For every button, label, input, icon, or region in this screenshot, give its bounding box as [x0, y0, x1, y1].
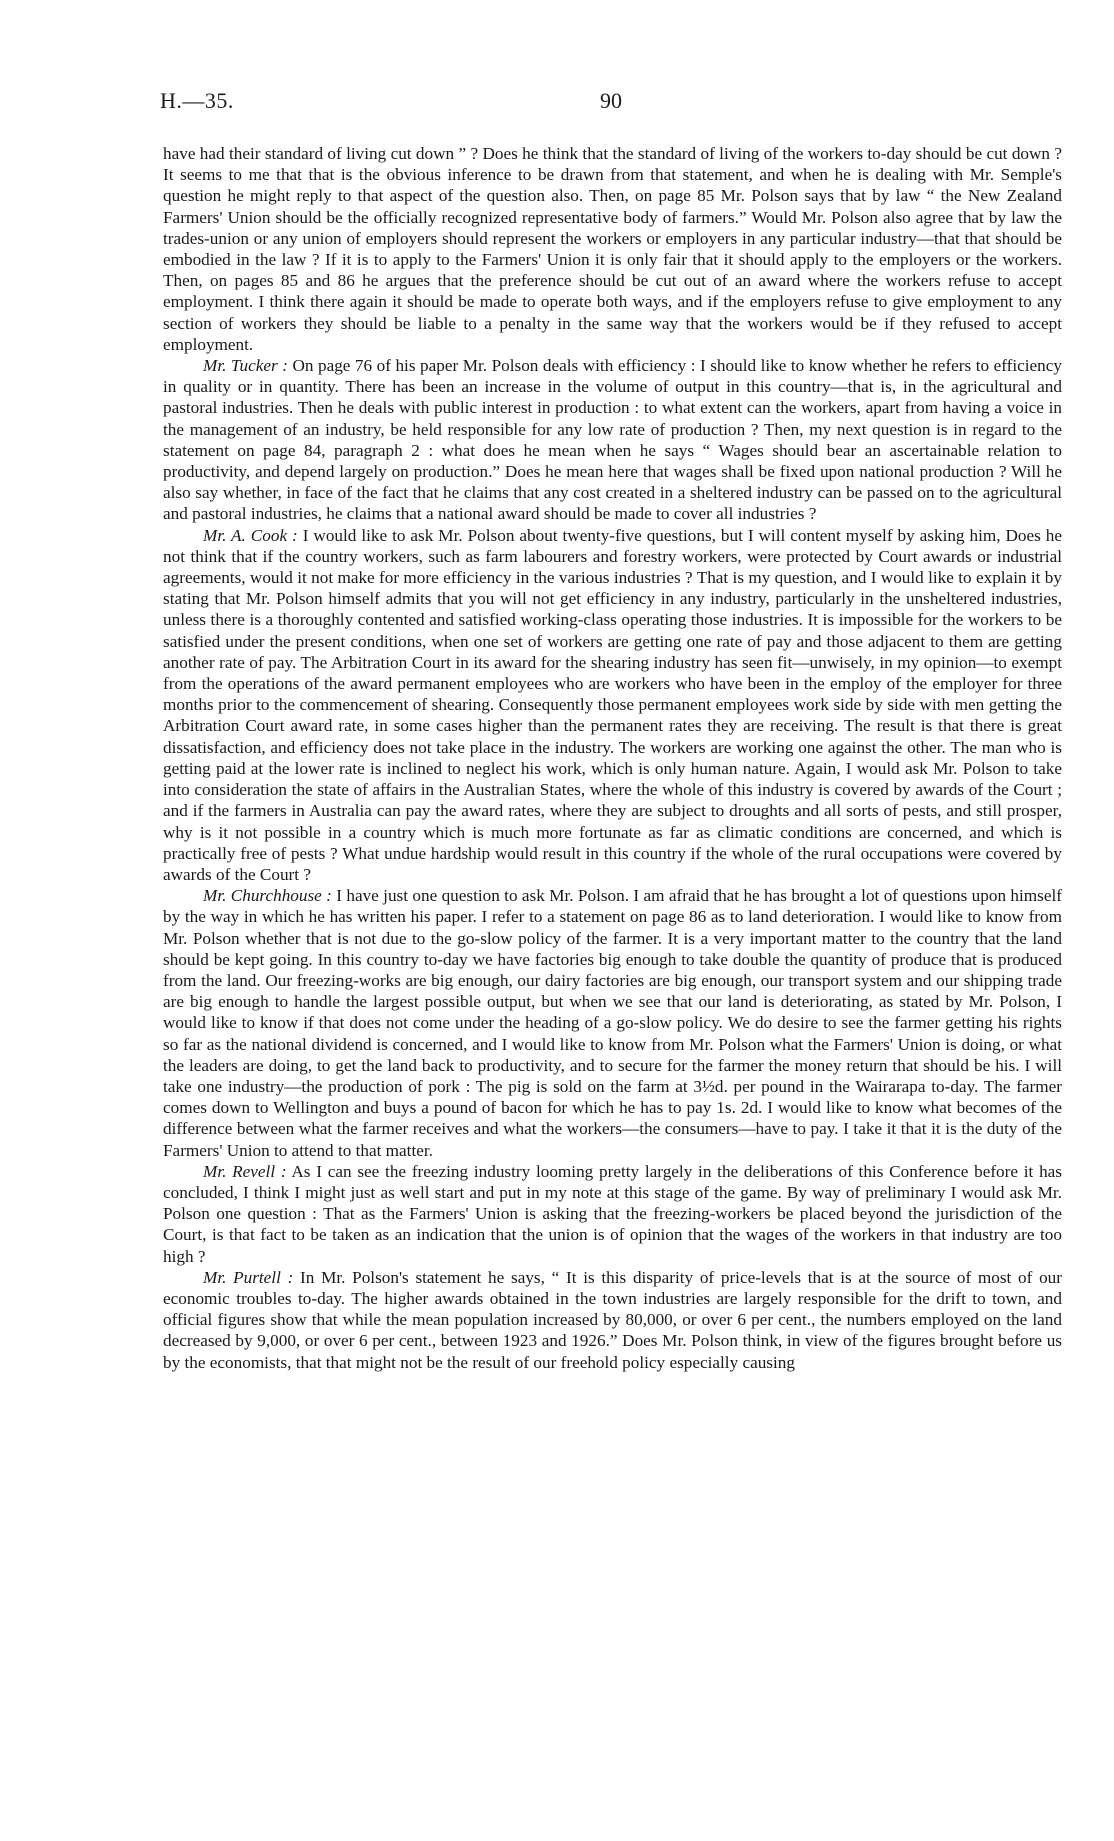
document-reference: H.—35. — [160, 88, 234, 113]
page-number: 90 — [600, 88, 622, 113]
paragraph-purtell — [163, 1267, 1062, 1373]
paragraph-churchhouse — [163, 885, 1062, 1161]
paragraph-text: I have just one question to ask Mr. Polson. I am afraid that he has brought a lot of questions upon himself by the way in which he has written his paper. I refer to a statement on page 86 as to land deterioration. I would like to know from Mr. Polson whether that is not due to the go-slow policy of the farmer. It is a very important matter to the country that the land should be kept going. In this country to-day we have factories big enough to take double the quantity of produce that is produced from the land. Our freezing-works are big enough, our dairy factories are big enough, our transport system and our shipping trade are big enough to handle the largest possible output, but when we see that our land is deteriorating, as stated by Mr. Polson, I would like to know if that does not come under the heading of a go-slow policy. We do desire to see the farmer getting his rights so far as the national dividend is concerned, and I would like to know from Mr. Polson what the Farmers' Union is doing, or what the leaders are doing, to get the land back to productivity, and to secure for the farmer the money return that should be his. I will take one industry—the production of pork : The pig is sold on the farm at 3½d. per pound in the Wairarapa to-day. The farmer comes down to Wellington and buys a pound of bacon for which he has to pay 1s. 2d. I would like to know what becomes of the difference between what the farmer receives and what the workers—the consumers—have to pay. I take it that it is the duty of the Farmers' Union to attend to that matter. — [163, 886, 1062, 1160]
paragraph-text: In Mr. Polson's statement he says, “ It is this disparity of price-levels that is at the source of most of our economic troubles to-day. The higher awards obtained in the town industries are largely responsible for the drift to town, and official figures show that while the mean population increased by 80,000, or over 6 per cent., the numbers employed on the land decreased by 9,000, or over 6 per cent., between 1923 and 1926.” Does Mr. Polson think, in view of the figures brought before us by the economists, that that might not be the result of our freehold policy especially causing — [163, 1267, 1063, 1372]
paragraph-revell — [163, 1161, 1062, 1267]
speaker-name: Mr. Tucker : — [203, 356, 288, 376]
paragraph-text: have had their standard of living cut down ” ? Does he think that the standard of living of the workers to-day should be cut down ? It seems to me that that is the obvious inference to be drawn from that statement, and when he is dealing with Mr. Semple's question he might reply to that aspect of the question also. Then, on page 85 Mr. Polson says that by law “ the New Zealand Farmers' Union should be the officially recognized representative body of farmers.” Would Mr. Polson also agree that by law the trades-union or any union of employers should represent the workers or employers in any particular industry—that that should be embodied in the law ? If it is to apply to the Farmers' Union it is only fair that it should apply to the employers or the workers. Then, on pages 85 and 86 he argues that the preference should be cut out of an award where the workers refuse to accept employment. I think there again it should be made to operate both ways, and if the employers refuse to give employment to any section of workers they should be liable to a penalty in the same way that the workers would be if they refused to accept employment. — [163, 144, 1062, 354]
body-text — [163, 143, 1062, 1373]
speaker-name: Mr. Purtell : — [203, 1267, 294, 1287]
paragraph-tucker — [163, 355, 1062, 525]
speaker-name: Mr. A. Cook : — [203, 525, 298, 545]
paragraph-text: As I can see the freezing industry looming pretty largely in the deliberations of this Conference before it has concluded, I think I might just as well start and put in my note at this stage of the game. By way of preliminary I would ask Mr. Polson one question : That as the Farmers' Union is asking that the freezing-workers be placed beyond the jurisdiction of the Court, is that fact to be taken as an indication that the union is of opinion that the wages of the workers in that industry are too high ? — [163, 1161, 1062, 1266]
paragraph-continuation — [163, 143, 1062, 355]
paragraph-text: I would like to ask Mr. Polson about twenty-five questions, but I will content myself by asking him, Does he not think that if the country workers, such as farm labourers and forestry workers, were protected by Court awards or industrial agreements, would it not make for more efficiency in the various industries ? That is my question, and I would like to explain it by stating that Mr. Polson himself admits that you will not get efficiency in any industry, particularly in the unsheltered industries, unless there is a thoroughly contented and satisfied working-class operating those industries. It is impossible for the workers to be satisfied under the present conditions, when one set of workers are getting one rate of pay and those adjacent to them are getting another rate of pay. The Arbitration Court in its award for the shearing industry has seen fit—unwisely, in my opinion—to exempt from the operations of the award permanent employees who are workers who have been in the employ of the employer for three months prior to the commencement of shearing. Consequently those permanent employees work side by side with men getting the Arbitration Court award rate, in some cases higher than the permanent rates they are receiving. The result is that there is great dissatisfaction, and efficiency does not take place in the industry. The workers are working one against the other. The man who is getting paid at the lower rate is inclined to neglect his work, which is only human nature. Again, I would ask Mr. Polson to take into consideration the state of affairs in the Australian States, where the whole of this industry is covered by awards of the Court ; and if the farmers in Australia can pay the award rates, where they are subject to droughts and all sorts of pests, and still prosper, why is it not possible in a country which is much more fortunate as far as climatic conditions are concerned, and which is practically free of pests ? What undue hardship would result in this country if the whole of the rural occupations were covered by awards of the Court ? — [163, 525, 1062, 884]
running-header — [160, 88, 1060, 118]
paragraph-text: On page 76 of his paper Mr. Polson deals with efficiency : I should like to know whether he refers to efficiency in quality or in quantity. There has been an increase in the volume of output in this country—that is, in the agricultural and pastoral industries. Then he deals with public interest in production : to what extent can the workers, apart from having a voice in the management of an industry, be held responsible for any low rate of production ? Then, my next question is in regard to the statement on page 84, paragraph 2 : what does he mean when he says “ Wages should bear an ascertainable relation to productivity, and depend largely on production.” Does he mean here that wages shall be fixed upon national production ? Will he also say whether, in face of the fact that he claims that any cost created in a sheltered industry can be passed on to the agricultural and pastoral industries, he claims that a national award should be made to cover all industries ? — [163, 356, 1062, 524]
speaker-name: Mr. Revell : — [203, 1161, 287, 1181]
paragraph-cook — [163, 525, 1062, 885]
speaker-name: Mr. Churchhouse : — [203, 886, 332, 906]
